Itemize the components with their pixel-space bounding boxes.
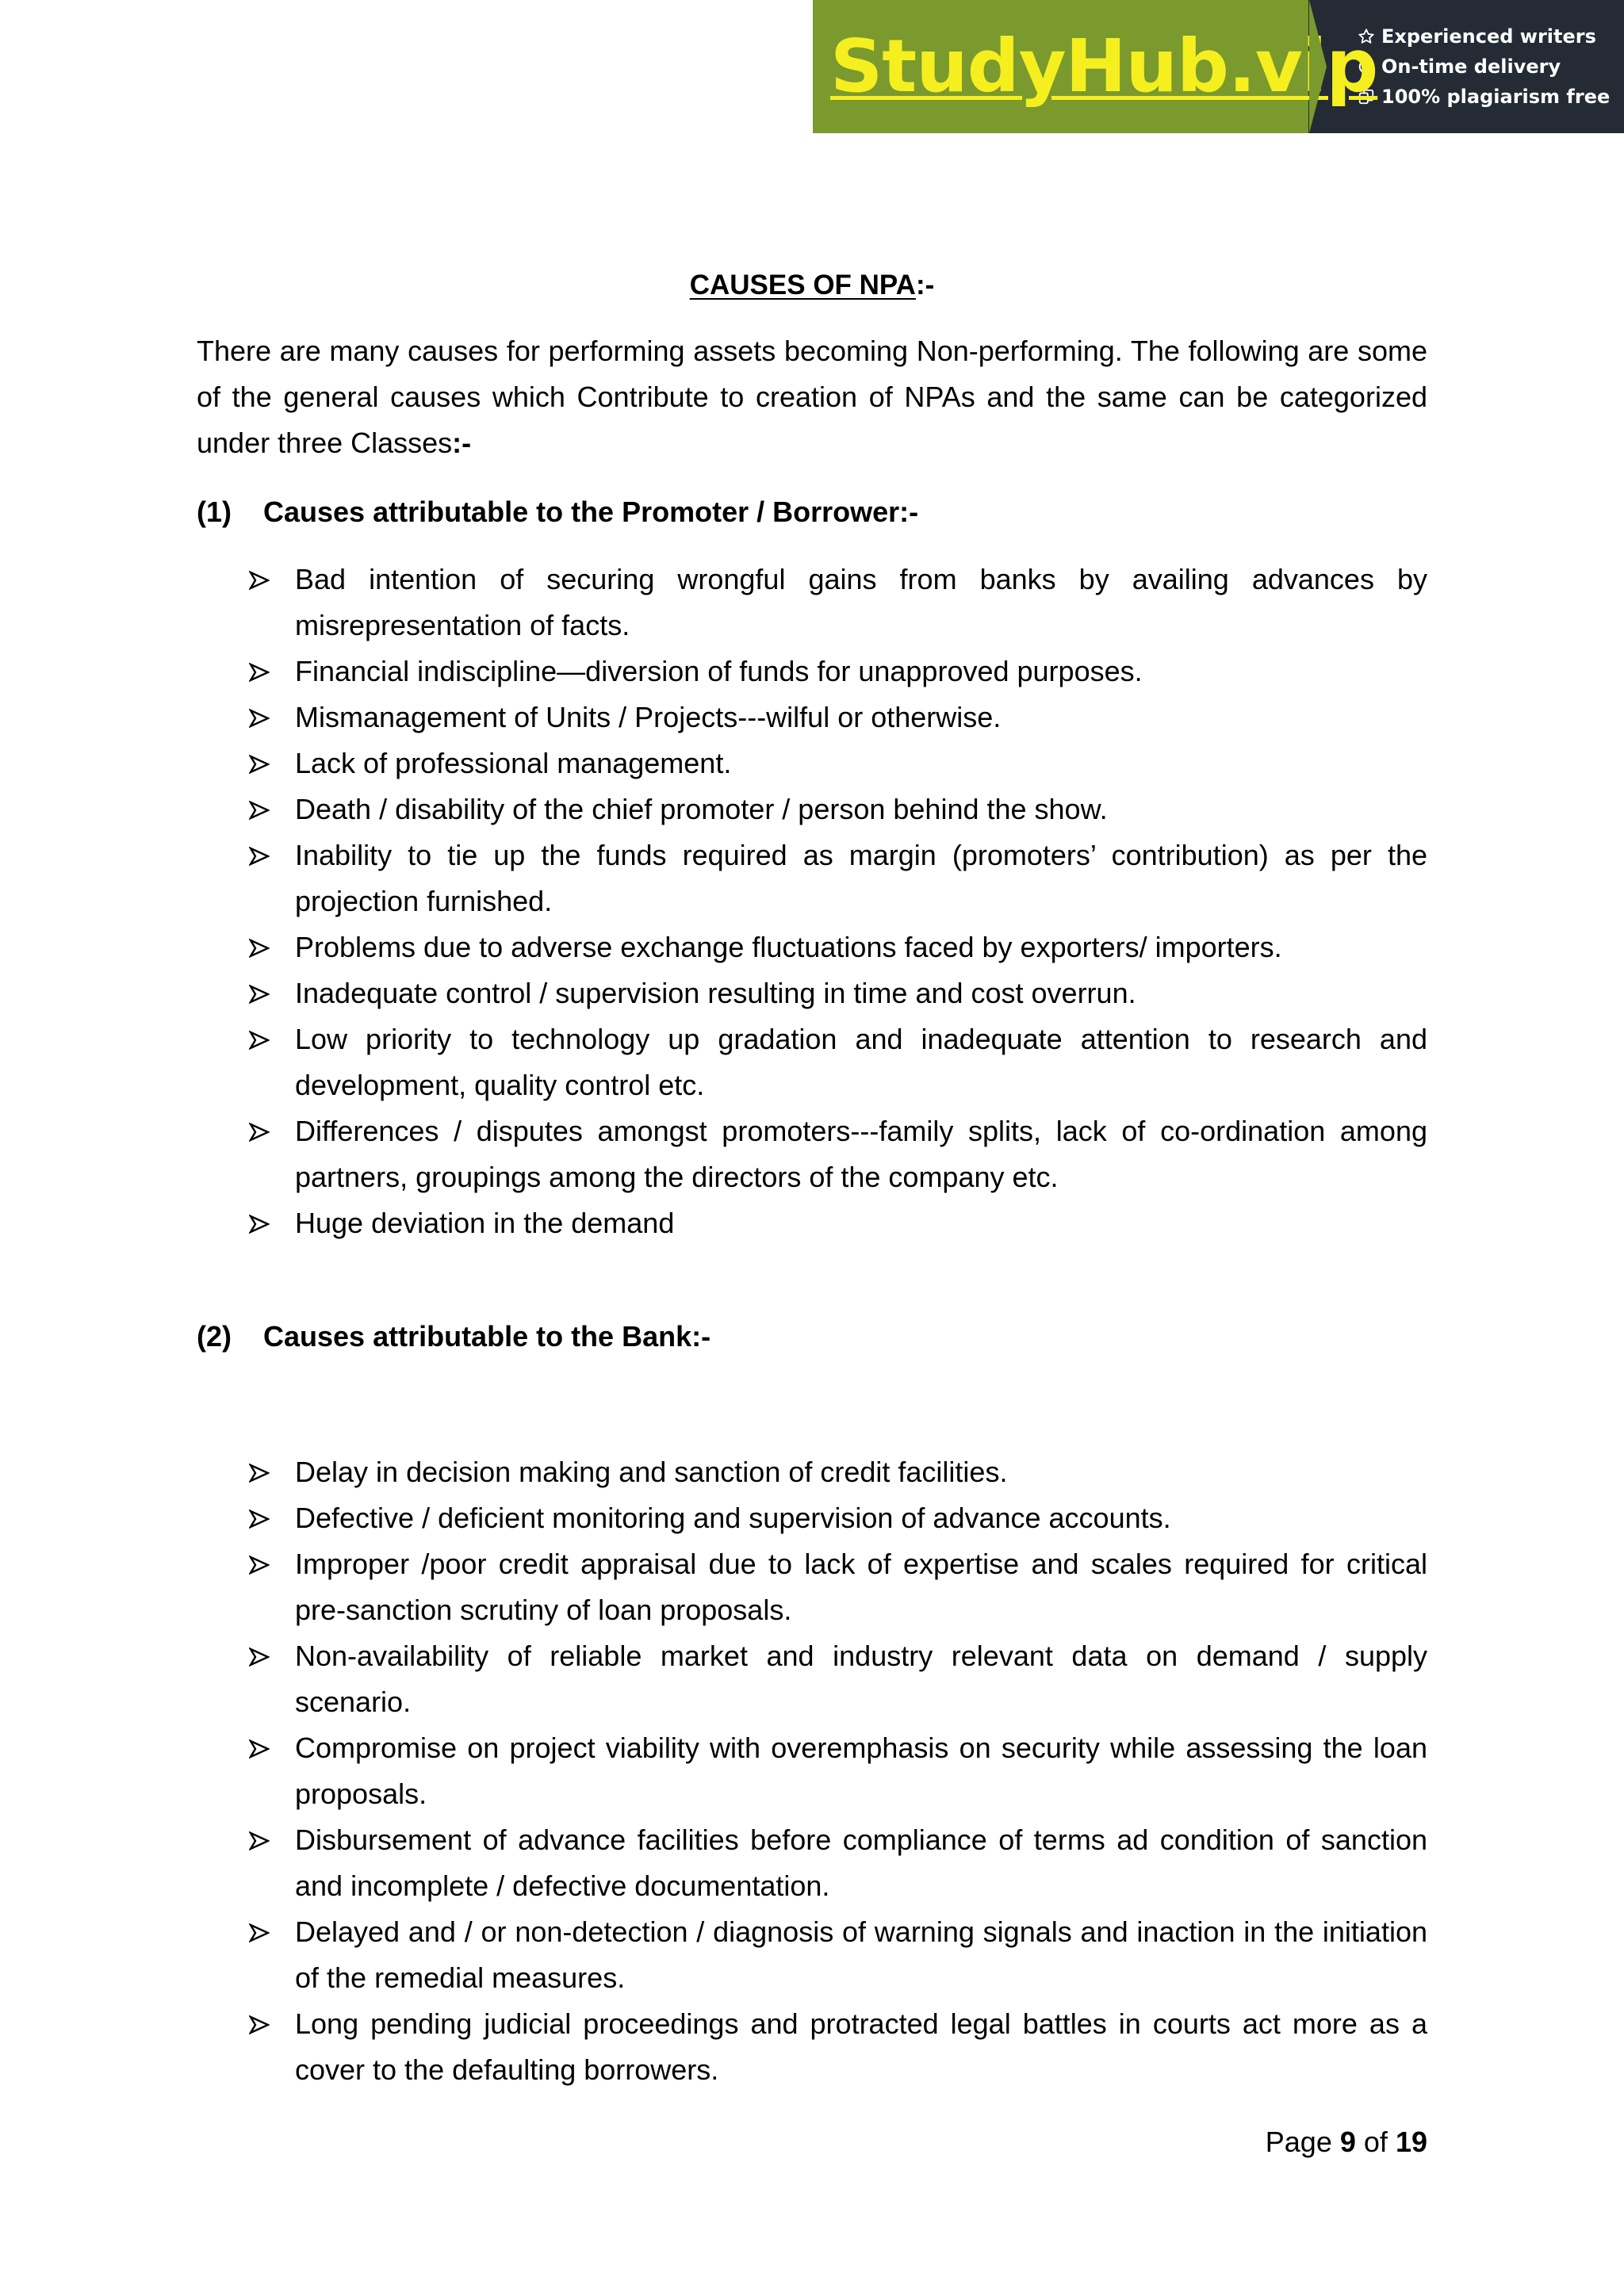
list-item — [246, 1817, 1427, 1909]
list-item — [246, 1909, 1427, 2001]
list-item — [246, 1725, 1427, 1817]
intro-text: There are many causes for performing assets becoming Non-performing. The following are some of the general causes which Contribute to creation of NPAs and the same can be categorized under three Classes — [197, 335, 1427, 459]
list-item-text: Delay in decision making and sanction of credit facilities. — [295, 1456, 1008, 1488]
list-item-text: Inability to tie up the funds required as margin (promoters’ contribution) as per the projection furnished. — [295, 839, 1427, 917]
arrow-bullet-icon — [249, 2015, 270, 2034]
list-item — [246, 1541, 1427, 1633]
list-item-text: Disbursement of advance facilities before compliance of terms ad condition of sanction and incomplete / defective documentation. — [295, 1823, 1427, 1902]
arrow-bullet-icon — [249, 801, 270, 820]
feature-label: 100% plagiarism free — [1381, 86, 1611, 108]
list-item-text: Problems due to adverse exchange fluctuations faced by exporters/ importers. — [295, 931, 1282, 963]
list-item-text: Inadequate control / supervision resulting in time and cost overrun. — [295, 977, 1136, 1009]
page-title — [197, 268, 1427, 303]
feature-label: Experienced writers — [1381, 25, 1596, 48]
page-number — [1266, 2125, 1427, 2160]
section-number: (2) — [197, 1320, 232, 1353]
promoter-causes-list — [246, 557, 1427, 1246]
page-label: Page — [1265, 2126, 1332, 2158]
list-item — [246, 557, 1427, 649]
list-item-text: Defective / deficient monitoring and supervision of advance accounts. — [295, 1502, 1171, 1534]
list-item-text: Differences / disputes amongst promoters---family splits, lack of co-ordination among partners, groupings among the directors of the company etc. — [295, 1115, 1427, 1193]
list-item — [246, 740, 1427, 786]
list-item — [246, 1200, 1427, 1246]
arrow-bullet-icon — [249, 1647, 270, 1667]
list-item-text: Lack of professional management. — [295, 747, 732, 779]
list-item-text: Low priority to technology up gradation and inadequate attention to research and development, quality control etc. — [295, 1023, 1427, 1101]
list-item — [246, 1016, 1427, 1108]
list-item — [246, 1495, 1427, 1541]
arrow-bullet-icon — [249, 939, 270, 958]
list-item — [246, 2001, 1427, 2093]
current-page: 9 — [1339, 2126, 1356, 2158]
arrow-bullet-icon — [249, 1510, 270, 1529]
banner-arrow-shape — [1309, 0, 1327, 133]
list-item-text: Financial indiscipline—diversion of funds for unapproved purposes. — [295, 655, 1143, 687]
list-item — [246, 924, 1427, 970]
list-item-text: Improper /poor credit appraisal due to lack of expertise and scales required for critical pre-sanction scrutiny of loan proposals. — [295, 1548, 1427, 1626]
studyhub-logo[interactable] — [813, 0, 1378, 133]
arrow-bullet-icon — [249, 755, 270, 774]
list-item — [246, 832, 1427, 924]
arrow-bullet-icon — [249, 985, 270, 1004]
arrow-bullet-icon — [249, 1923, 270, 1942]
intro-suffix: :- — [452, 427, 472, 459]
list-item — [246, 786, 1427, 832]
section-title: Causes attributable to the Promoter / Borrower:- — [263, 496, 919, 528]
total-pages: 19 — [1395, 2126, 1427, 2158]
list-item-text: Delayed and / or non-detection / diagnosis of warning signals and inaction in the initiation of the remedial measures. — [295, 1915, 1427, 1994]
section-heading — [197, 495, 1427, 530]
arrow-bullet-icon — [249, 1739, 270, 1758]
intro-paragraph — [197, 328, 1427, 466]
title-text: CAUSES OF NPA — [689, 270, 916, 300]
list-item — [246, 970, 1427, 1016]
arrow-bullet-icon — [249, 1215, 270, 1234]
section-number: (1) — [197, 496, 232, 528]
feature-plagiarism-free — [1358, 86, 1624, 108]
section-heading — [197, 1319, 1427, 1354]
arrow-bullet-icon — [249, 1031, 270, 1050]
list-item — [246, 695, 1427, 740]
arrow-bullet-icon — [249, 663, 270, 682]
feature-experienced-writers — [1358, 25, 1624, 48]
logo-text: StudyHub.vip — [830, 24, 1378, 109]
list-item-text: Non-availability of reliable market and industry relevant data on demand / supply scenario. — [295, 1640, 1427, 1718]
of-label: of — [1363, 2126, 1388, 2158]
arrow-bullet-icon — [249, 1464, 270, 1483]
feature-label: On-time delivery — [1381, 55, 1561, 78]
list-item-text: Mismanagement of Units / Projects---wilful or otherwise. — [295, 701, 1002, 733]
list-item — [246, 1633, 1427, 1725]
arrow-bullet-icon — [249, 709, 270, 728]
arrow-bullet-icon — [249, 847, 270, 866]
list-item — [246, 1108, 1427, 1200]
list-item — [246, 649, 1427, 695]
studyhub-banner[interactable] — [813, 0, 1624, 133]
list-item-text: Long pending judicial proceedings and protracted legal battles in courts act more as a cover to the defaulting borrowers. — [295, 2007, 1427, 2086]
list-item-text: Huge deviation in the demand — [295, 1207, 675, 1239]
list-item-text: Death / disability of the chief promoter / person behind the show. — [295, 793, 1108, 825]
section-title: Causes attributable to the Bank:- — [263, 1320, 711, 1353]
list-item-text: Compromise on project viability with overemphasis on security while assessing the loan proposals. — [295, 1732, 1427, 1810]
arrow-bullet-icon — [249, 1123, 270, 1142]
feature-on-time-delivery — [1358, 55, 1624, 78]
arrow-bullet-icon — [249, 1556, 270, 1575]
arrow-bullet-icon — [249, 1831, 270, 1850]
bank-causes-list — [246, 1449, 1427, 2093]
arrow-bullet-icon — [249, 571, 270, 590]
list-item-text: Bad intention of securing wrongful gains from banks by availing advances by misrepresentation of facts. — [295, 563, 1427, 641]
title-suffix: :- — [915, 270, 935, 300]
list-item — [246, 1449, 1427, 1495]
